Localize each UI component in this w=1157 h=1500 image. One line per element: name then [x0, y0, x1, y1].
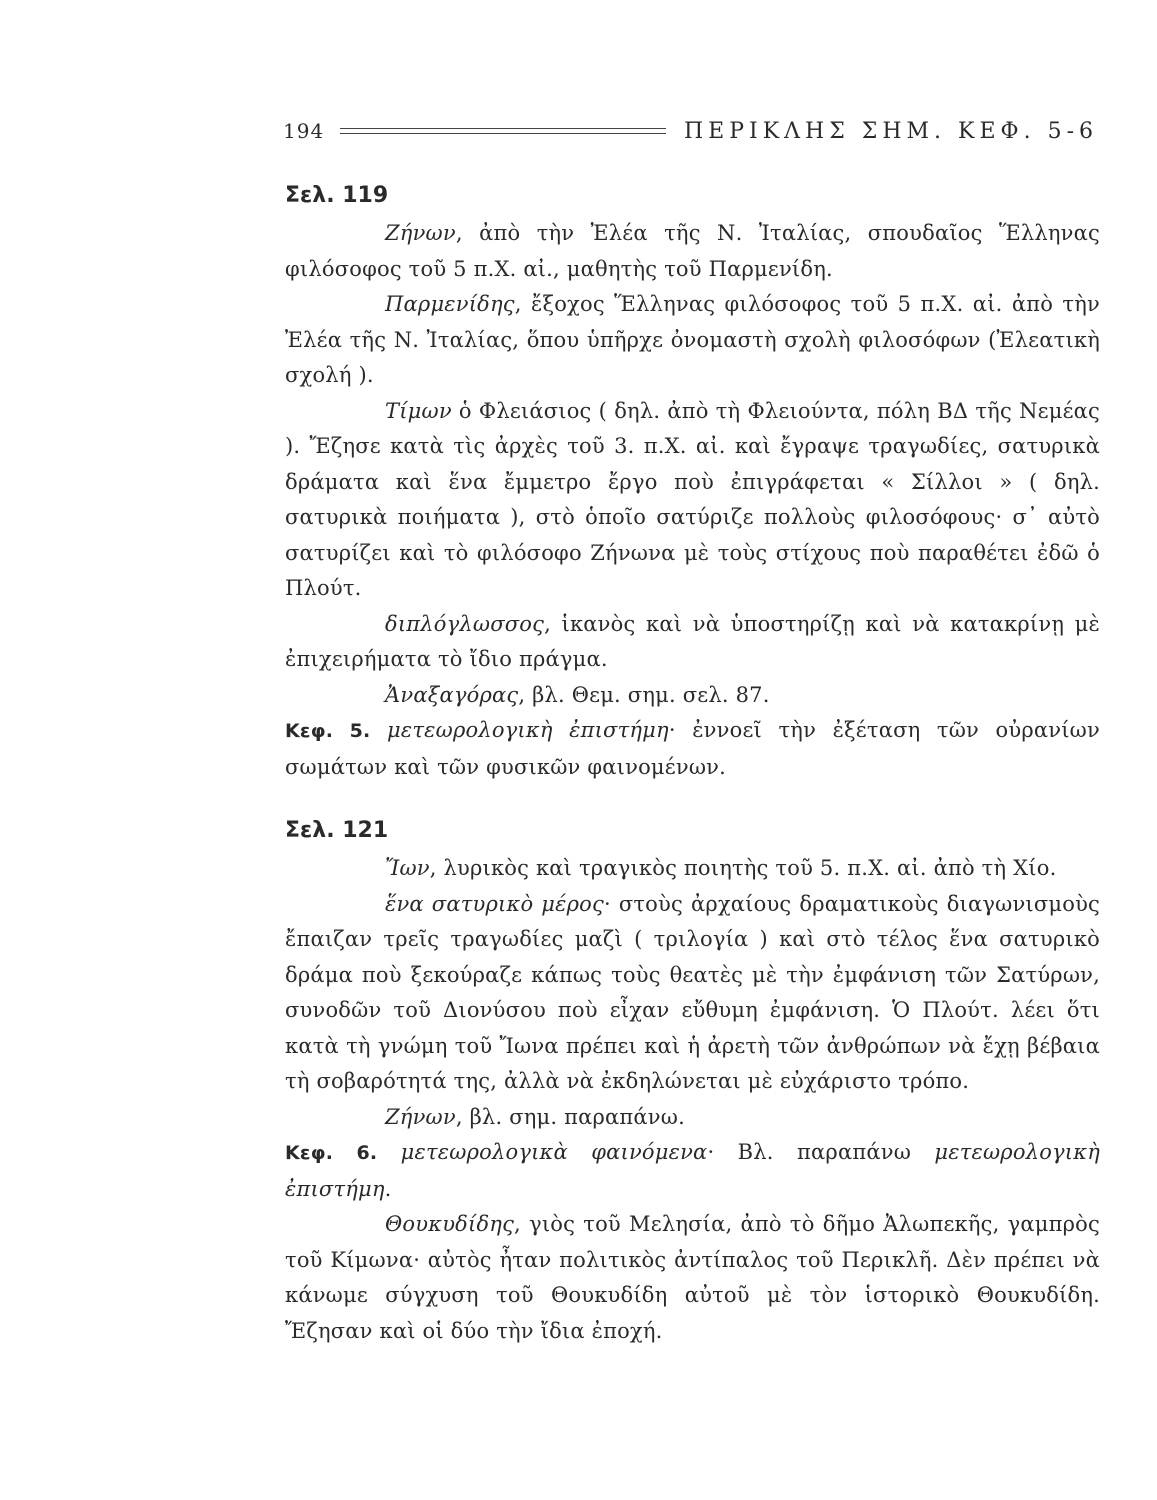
- note-text: , γιὸς τοῦ Μελησία, ἀπὸ τὸ δῆμο Ἀλωπεκῆς, γαμπρὸς τοῦ Κίμωνα· αὐτὸς ἦταν πολιτικὸς ἀντίπαλος τοῦ Περικλῆ. Δὲν πρέπει νὰ κάνωμε σύγχυση τοῦ Θουκυδίδη αὐτοῦ μὲ τὸν ἱστορικὸ Θουκυδίδη. Ἔζησαν καὶ οἱ δύο τὴν ἴδια ἐποχή.: [285, 1212, 1100, 1343]
- note-text: , βλ. Θεμ. σημ. σελ. 87.: [518, 682, 770, 707]
- note-entry: [285, 678, 1100, 714]
- note-term: Ζήνων: [385, 1104, 456, 1129]
- note-text: , λυρικὸς καὶ τραγικὸς ποιητὴς τοῦ 5. π.Χ. αἰ. ἀπὸ τὴ Χίο.: [429, 856, 1057, 880]
- note-text-end: .: [384, 1176, 392, 1201]
- note-term: Παρμενίδης: [385, 292, 515, 316]
- page-body: [285, 176, 1100, 1349]
- note-text: , ἀπὸ τὴν Ἐλέα τῆς Ν. Ἰταλίας, σπουδαῖος Ἕλληνας φιλόσοφος τοῦ 5 π.Χ. αἰ., μαθητὴς τοῦ Παρμενίδη.: [285, 221, 1100, 281]
- note-text: · Βλ. παραπάνω: [707, 1140, 935, 1164]
- note-entry: [285, 394, 1100, 607]
- note-entry: [285, 287, 1100, 394]
- chapter-note-entry: [285, 713, 1100, 785]
- note-text: , ἔξοχος Ἕλληνας φιλόσοφος τοῦ 5 π.Χ. αἰ. ἀπὸ τὴν Ἐλέα τῆς Ν. Ἰταλίας, ὅπου ὑπῆρχε ὀνομαστὴ σχολὴ φιλοσόφων (Ἐλεατικὴ σχολή ).: [285, 292, 1100, 387]
- running-head: ΠΕΡΙΚΛΗΣ ΣΗΜ. ΚΕΦ. 5-6: [684, 118, 1098, 144]
- note-text: , ἱκανὸς καὶ νὰ ὑποστηρίζῃ καὶ νὰ κατακρίνῃ μὲ ἐπιχειρήματα τὸ ἴδιο πράγμα.: [285, 611, 1100, 671]
- note-term: Ἀναξαγόρας: [385, 682, 519, 707]
- note-term: Ζήνων: [385, 221, 456, 245]
- note-cross-reference: μετεωρολογικὴ ἐπιστήμη: [285, 1140, 1100, 1201]
- chapter-note-entry: [285, 1135, 1100, 1207]
- note-entry: [285, 887, 1100, 1100]
- note-entry: [285, 216, 1100, 287]
- note-term: Ἴων: [385, 856, 430, 880]
- note-term: μετεωρολογικὴ ἐπιστήμη: [387, 718, 669, 742]
- header-double-rule: [340, 128, 666, 134]
- chapter-label: Κεφ. 6.: [285, 1142, 378, 1164]
- chapter-label: Κεφ. 5.: [285, 720, 371, 742]
- note-term: διπλόγλωσσος: [385, 611, 545, 636]
- note-term: Τίμων: [385, 398, 452, 423]
- note-entry: [285, 851, 1100, 887]
- page-number: 194: [283, 119, 325, 143]
- page-header: [283, 116, 1098, 146]
- section-heading: Σελ. 121: [285, 818, 389, 843]
- note-text: · στοὺς ἀρχαίους δραματικοὺς διαγωνισμοὺς ἔπαιζαν τρεῖς τραγωδίες μαζὶ ( τριλογία ) καὶ στὸ τέλος ἕνα σατυρικὸ δράμα ποὺ ξεκούραζε κάπως τοὺς θεατὲς μὲ τὴν ἐμφάνιση τῶν Σατύρων, συνοδῶν τοῦ Διονύσου ποὺ εἶχαν εὔθυμη ἐμφάνιση. Ὁ Πλούτ. λέει ὅτι κατὰ τὴ γνώμη τοῦ Ἴωνα πρέπει καὶ ἡ ἀρετὴ τῶν ἀνθρώπων νὰ ἔχῃ βέβαια τὴ σοβαρότητά της, ἀλλὰ νὰ ἐκδηλώνεται μὲ εὐχάριστο τρόπο.: [285, 891, 1100, 1093]
- note-term: ἕνα σατυρικὸ μέρος: [385, 891, 604, 916]
- section-heading: Σελ. 119: [285, 183, 389, 208]
- note-entry: [285, 607, 1100, 678]
- note-entry: [285, 1100, 1100, 1136]
- note-text: · ἐννοεῖ τὴν ἐξέταση τῶν οὐρανίων σωμάτων καὶ τῶν φυσικῶν φαινομένων.: [285, 718, 1100, 779]
- note-text: , βλ. σημ. παραπάνω.: [455, 1104, 685, 1129]
- note-term: Θουκυδίδης: [385, 1212, 515, 1236]
- note-text: ὁ Φλειάσιος ( δηλ. ἀπὸ τὴ Φλειούντα, πόλη ΒΔ τῆς Νεμέας ). Ἔζησε κατὰ τὶς ἀρχὲς τοῦ 3. π.Χ. αἰ. καὶ ἔγραψε τραγωδίες, σατυρικὰ δράματα καὶ ἕνα ἔμμετρο ἔργο ποὺ ἐπιγράφεται « Σίλλοι » ( δηλ. σατυρικὰ ποιήματα ), στὸ ὁποῖο σατύριζε πολλοὺς φιλοσόφους· σ᾽ αὐτὸ σατυρίζει καὶ τὸ φιλόσοφο Ζήνωνα μὲ τοὺς στίχους ποὺ παραθέτει ἐδῶ ὁ Πλούτ.: [285, 398, 1100, 600]
- note-term: μετεωρολογικὰ φαινόμενα: [400, 1140, 708, 1164]
- note-entry: [285, 1207, 1100, 1349]
